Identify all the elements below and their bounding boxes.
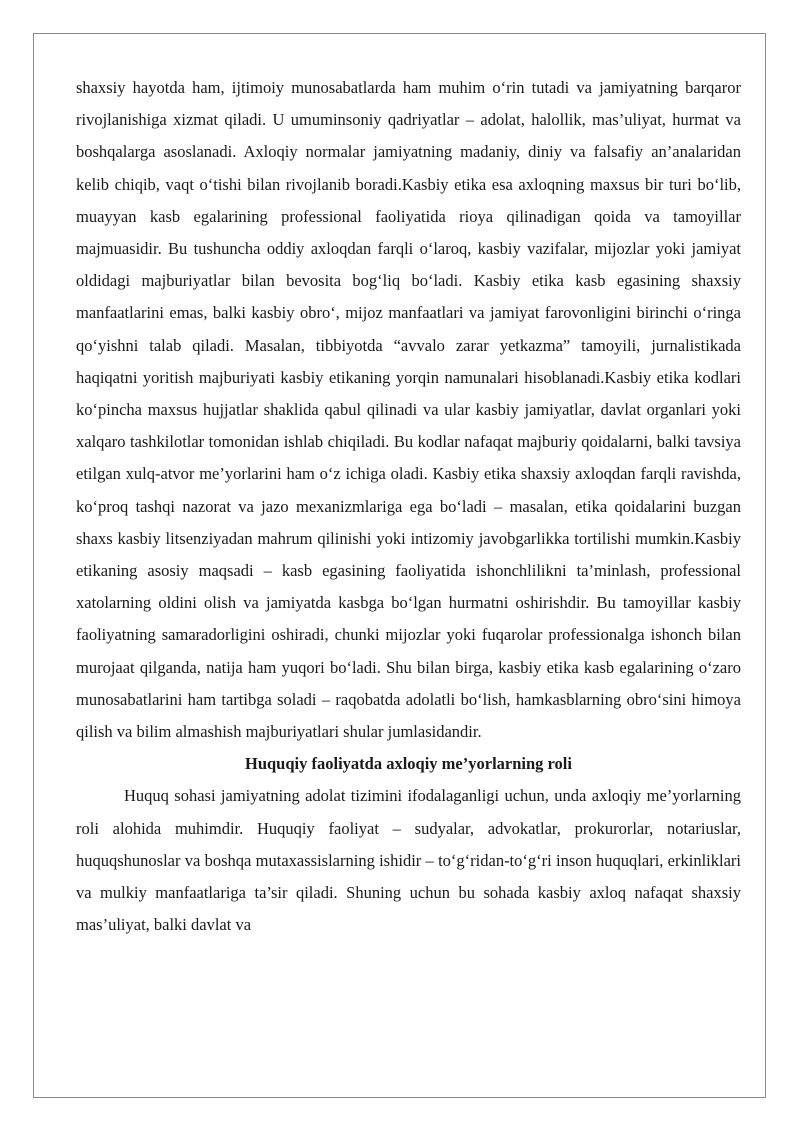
section-heading: Huquqiy faoliyatda axloqiy me’yorlarning roli (245, 754, 572, 774)
document-body (76, 72, 741, 941)
body-paragraph: Huquq sohasi jamiyatning adolat tizimini ifodalaganligi uchun, unda axloqiy me’yorlarning roli alohida muhimdir. Huquqiy faoliyat – sudyalar, advokatlar, prokurorlar, notariuslar, huquqshunoslar va boshqa mutaxassislarning ishidir – to‘g‘ridan-to‘g‘ri inson huquqlari, erkinliklari va mulkiy manfaatlariga ta’sir qiladi. Shuning uchun bu sohada kasbiy axloq nafaqat shaxsiy mas’uliyat, balki davlat va (76, 786, 741, 935)
body-paragraph: shaxsiy hayotda ham, ijtimoiy munosabatlarda ham muhim o‘rin tutadi va jamiyatning barqaror rivojlanishiga xizmat qiladi. U umuminsoniy qadriyatlar – adolat, halollik, mas’uliyat, hurmat va boshqalarga asoslanadi. Axloqiy normalar jamiyatning madaniy, diniy va falsafiy an’analaridan kelib chiqib, vaqt o‘tishi bilan rivojlanib boradi.Kasbiy etika esa axloqning maxsus bir turi bo‘lib, muayyan kasb egalarining professional faoliyatida rioya qilinadigan qoida va tamoyillar majmuasidir. Bu tushuncha oddiy axloqdan farqli o‘laroq, kasbiy vazifalar, mijozlar yoki jamiyat oldidagi majburiyatlar bilan bevosita bog‘liq bo‘ladi. Kasbiy etika kasb egasining shaxsiy manfaatlarini emas, balki kasbiy obro‘, mijoz manfaatlari va jamiyat farovonligini birinchi o‘ringa qo‘yishni talab qiladi. Masalan, tibbiyotda “avvalo zarar yetkazma” tamoyili, jurnalistikada haqiqatni yoritish majburiyati kasbiy etikaning yorqin namunalari hisoblanadi.Kasbiy etika kodlari ko‘pincha maxsus hujjatlar shaklida qabul qilinadi va ular kasbiy jamiyatlar, davlat organlari yoki xalqaro tashkilotlar tomonidan ishlab chiqiladi. Bu kodlar nafaqat majburiy qoidalarni, balki tavsiya etilgan xulq-atvor me’yorlarini ham o‘z ichiga oladi. Kasbiy etika shaxsiy axloqdan farqli ravishda, ko‘proq tashqi nazorat va jazo mexanizmlariga ega bo‘ladi – masalan, etika qoidalarini buzgan shaxs kasbiy litsenziyadan mahrum qilinishi yoki intizomiy javobgarlikka tortilishi mumkin.Kasbiy etikaning asosiy maqsadi – kasb egasining faoliyatida ishonchlilikni ta’minlash, professional xatolarning oldini olish va jamiyatda kasbga bo‘lgan hurmatni oshirishdir. Bu tamoyillar kasbiy faoliyatning samaradorligini oshiradi, chunki mijozlar yoki fuqarolar professionalga ishonch bilan murojaat qilganda, natija ham yuqori bo‘ladi. Shu bilan birga, kasbiy etika kasb egalarining o‘zaro munosabatlarini ham tartibga soladi – raqobatda adolatli bo‘lish, hamkasblarning obro‘sini himoya qilish va bilim almashish majburiyatlari shular jumlasidandir. (76, 78, 741, 742)
